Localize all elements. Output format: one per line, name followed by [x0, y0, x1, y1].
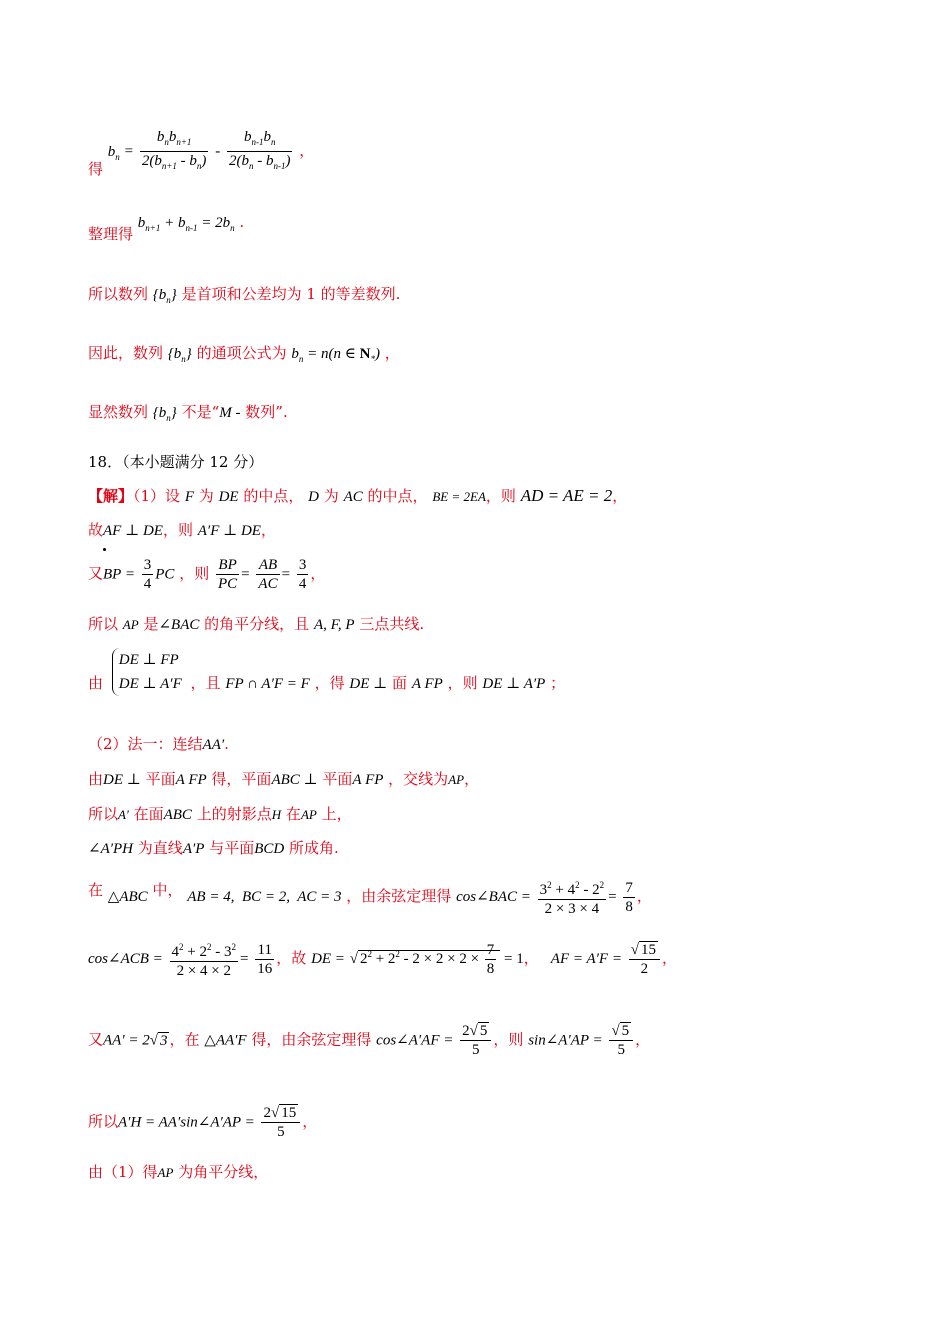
solution-step-4: 所以 AP 是∠BAC 的角平分线，且 A, F, P 三点共线.	[88, 615, 425, 633]
part-2-step-1: 由DE ⊥ 平面A FP 得，平面ABC ⊥ 平面A FP ，交线为AP，	[88, 770, 480, 788]
cosine-a-af-line: 又AA′ = 2√ 3 ，在 △AA′F 得，由余弦定理得 cos∠A′AF = $\frac{2√ 5}{5}$ ，则 sin∠A′AP = $\frac{√ 5}{5}$ ，	[88, 1023, 651, 1058]
solution-step-2: 故AF ⊥ DE，则 A′F ⊥ DE，	[88, 521, 276, 539]
arith-seq-line: 所以数列 $\{b_n\}$ 是首项和公差均为 1 的等差数列.	[88, 285, 401, 305]
problem-18-header: 18．（本小题满分 12 分）	[88, 453, 264, 471]
part-2-step-2: 所以A′ 在面ABC 上的射影点H 在AP 上，	[88, 805, 352, 823]
cosine-bac-line: 在 △ABC 中， AB = 4, BC = 2, AC = 3 ，由余弦定理得 cos∠BAC = $\frac{3^2 + 4^2 - 2^2}{2 \times 3 \times 4}$ = $\frac{7}{8}$ ，	[88, 876, 652, 918]
part-2-step-3: ∠A′PH 为直线A′P 与平面BCD 所成角.	[88, 839, 339, 857]
simplify-line: 整理得 $b_{n+1} + b_{n-1} = 2b_n$ .	[88, 213, 245, 243]
stray-dot	[103, 548, 106, 551]
bisector-line: 由（1）得AP 为角平分线，	[88, 1163, 269, 1181]
solution-step-1: 【解】（1）设 F 为 DE 的中点， D 为 AC 的中点， BE = 2EA，则 AD = AE = 2，	[88, 486, 628, 505]
part-2-method-1: （2）法一：连结AA′.	[88, 735, 229, 753]
height-line: 所以A′H = AA′sin∠A′AP = $\frac{2√ 15}{5}$ ，	[88, 1105, 318, 1140]
solution-step-3: 又BP = $\frac{3}{4}$ PC ，则 $\frac{BP}{PC}$ = $\frac{AB}{AC}$ = $\frac{3}{4}$ ，	[88, 557, 326, 592]
cosine-acb-line: cos∠ACB = $\frac{4^2 + 2^2 - 3^2}{2 \times 4 \times 2}$ = $\frac{11}{16}$ ，故 DE = √ $2^2 + 2^2 - 2 \times 2 \times 2$ × $\frac{7}{8}$ = 1， AF = A′F = $\frac{√ 15}{2}$ ，	[88, 938, 677, 980]
equation-bn-line: 得 $b_n$ = $\frac{b_nb_{n+1}}{2(b_{n+1} - b_n)}$ - $\frac{b_{n-1}b_n}{2(b_n - b_{n-1})}$ ，	[88, 129, 315, 178]
solution-step-5: 由 DE ⊥ FP DE ⊥ A′F ，且 FP ∩ A′F = F ，得 DE ⊥ 面 A FP ，则 DE ⊥ A′P ；	[88, 648, 565, 696]
general-term-line: 因此，数列 $\{b_n\}$ 的通项公式为 $b_n = n(n$ ∈ $N_*$) ，	[88, 344, 400, 364]
not-m-seq-line: 显然数列 $\{b_n\}$ 不是“M - 数列”.	[88, 403, 288, 423]
